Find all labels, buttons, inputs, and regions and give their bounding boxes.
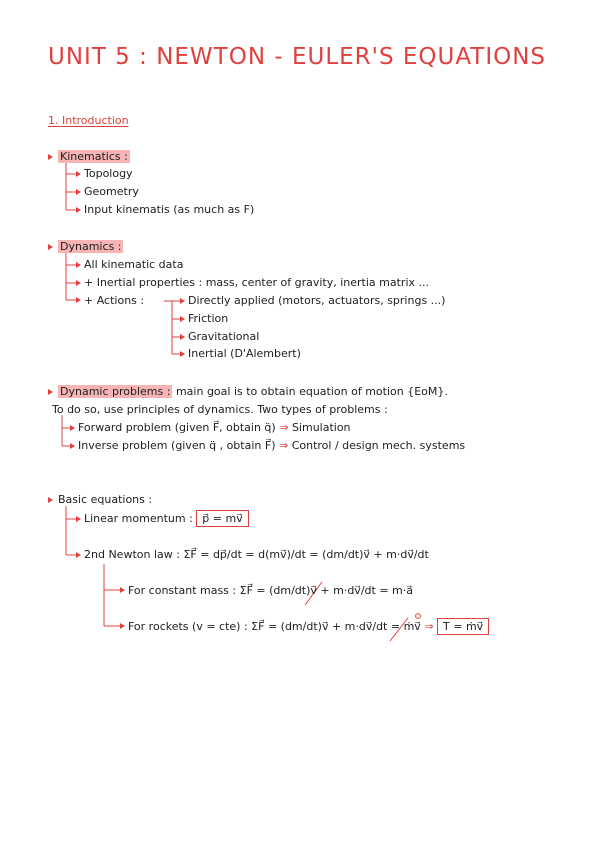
thrust-equation: T = ṁv⃗ <box>437 618 489 635</box>
implies-arrow-icon: ⇒ <box>424 620 434 633</box>
page-title: UNIT 5 : NEWTON - EULER'S EQUATIONS <box>48 44 547 70</box>
kinematics-item: Topology <box>84 167 133 180</box>
constant-mass-equation: ΣF⃗ = (dm/dt)v⃗ + m·dv⃗/dt = m·a⃗ <box>239 584 413 597</box>
action-item: Gravitational <box>188 330 260 343</box>
rockets-equation: ΣF⃗ = (dm/dt)v⃗ + m·dv⃗/dt = ṁv⃗ <box>251 620 421 633</box>
dynamics-item: + Actions : <box>84 294 145 307</box>
inverse-problem: Inverse problem (given q̈ , obtain F⃗) ⇒ Control / design mech. systems <box>78 439 466 452</box>
problems-heading: Dynamic problems : <box>60 385 171 398</box>
rockets-row: For rockets (v = cte) : ΣF⃗ = (dm/dt)v⃗ + m·dv⃗/dt = ṁv⃗ ⇒ T = ṁv⃗ <box>128 620 489 634</box>
implies-arrow-icon: ⇒ <box>279 421 289 434</box>
linear-momentum-row: Linear momentum : p⃗ = mv⃗ <box>84 512 249 526</box>
action-item: Friction <box>188 312 229 325</box>
action-item: Inertial (D'Alembert) <box>188 347 301 360</box>
dynamics-heading: Dynamics : <box>60 240 122 253</box>
kinematics-heading: Kinematics : <box>60 150 128 163</box>
implies-arrow-icon: ⇒ <box>278 439 289 452</box>
bullet-icon <box>48 244 53 250</box>
bullet-icon <box>48 389 53 395</box>
linear-momentum-equation: p⃗ = mv⃗ <box>196 510 248 527</box>
action-item: Directly applied (motors, actuators, springs ...) <box>188 294 446 307</box>
problems-line-2: To do so, use principles of dynamics. Two types of problems : <box>52 403 388 416</box>
dynamics-item: + Inertial properties : mass, center of gravity, inertia matrix ... <box>84 276 430 289</box>
newton-law-equation: ΣF⃗ = dp⃗/dt = d(mv⃗)/dt = (dm/dt)v⃗ + m·dv⃗/dt <box>183 548 429 561</box>
bullet-icon <box>48 497 53 503</box>
constant-mass-row: For constant mass : ΣF⃗ = (dm/dt)v⃗ + m·dv⃗/dt = m·a⃗ <box>128 584 413 597</box>
problems-line-1: Dynamic problems : main goal is to obtain equation of motion {EoM}. <box>60 385 448 398</box>
newton-law-row: 2nd Newton law : ΣF⃗ = dp⃗/dt = d(mv⃗)/dt = (dm/dt)v⃗ + m·dv⃗/dt <box>84 548 429 561</box>
kinematics-item: Geometry <box>84 185 139 198</box>
bullet-icon <box>48 154 53 160</box>
kinematics-item: Input kinematis (as much as F) <box>84 203 255 216</box>
basic-heading: Basic equations : <box>58 493 153 506</box>
dynamics-item: All kinematic data <box>84 258 184 271</box>
section-heading: 1. Introduction <box>48 114 129 127</box>
forward-problem: Forward problem (given F⃗, obtain q̈) ⇒ Simulation <box>78 421 351 434</box>
